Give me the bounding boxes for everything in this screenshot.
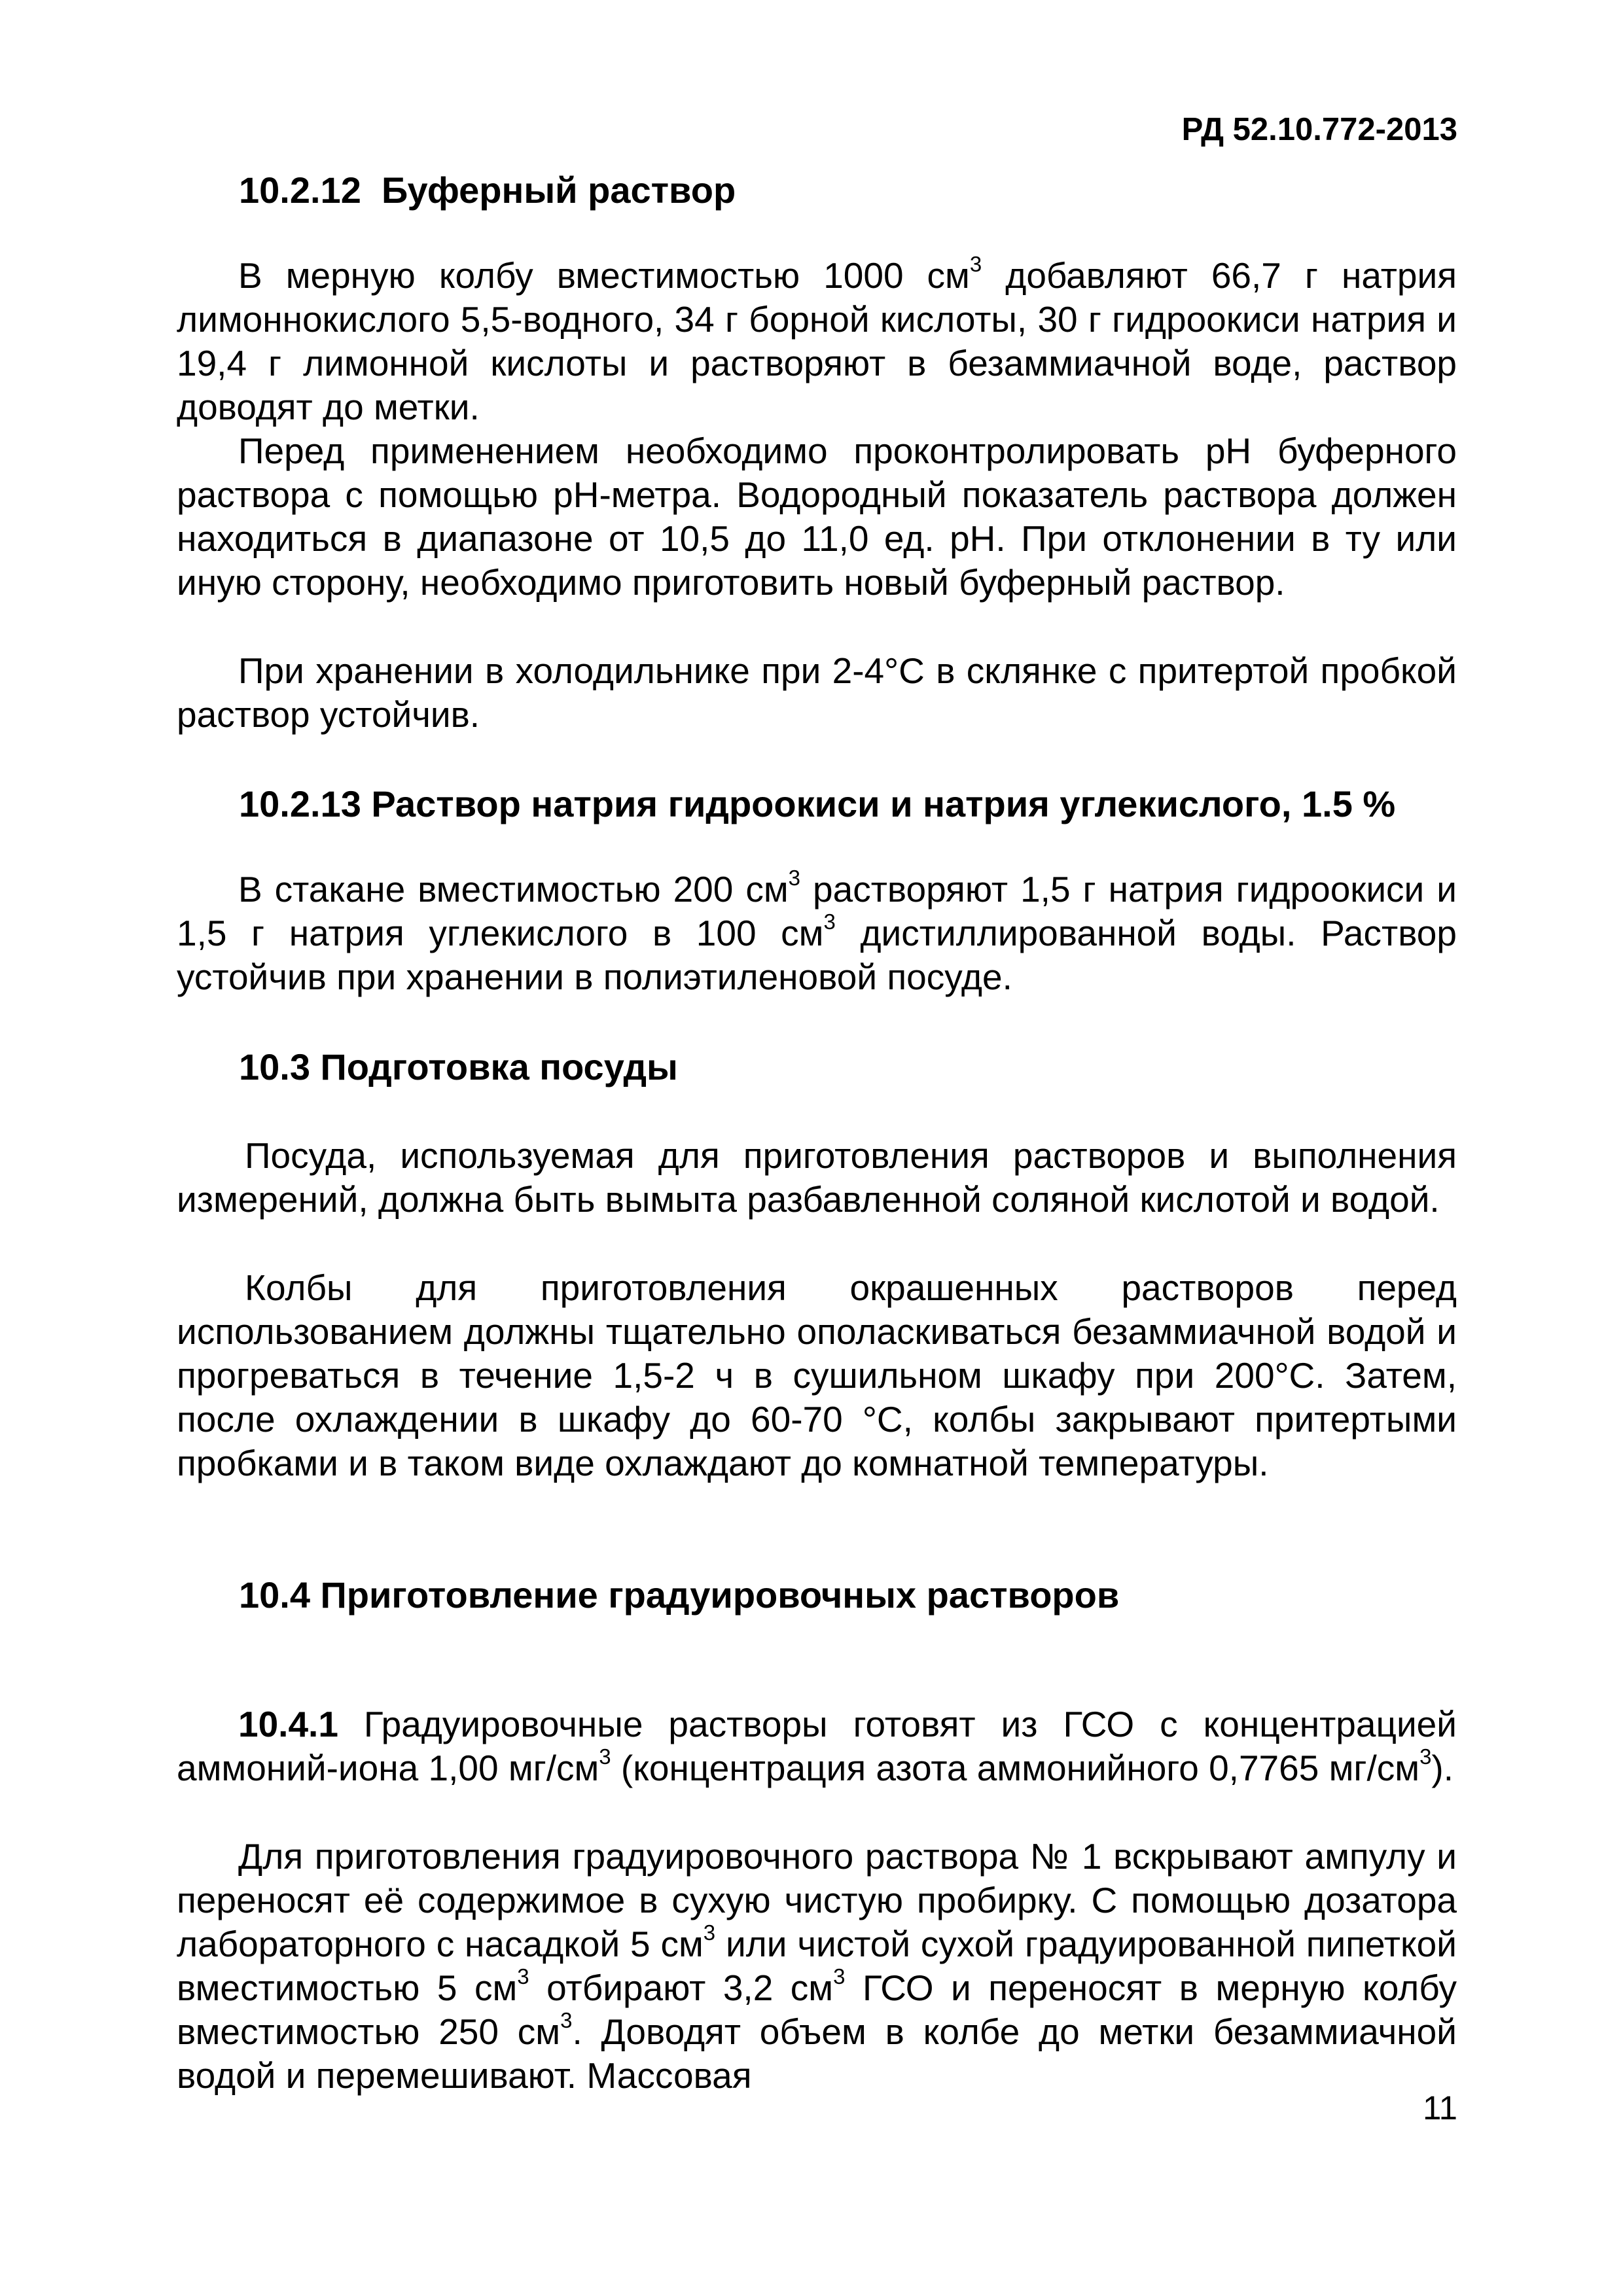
heading-number: 10.2.12 (239, 169, 361, 211)
text-run: дистиллированной воды. Раствор устойчив при хранении в полиэтиленовой посуде. (177, 913, 1457, 997)
text-run: Для приготовления градуировочного раствора № 1 вскрывают ампулу и переносят её содержимое в сухую чистую пробирку. С помощью дозатора лабораторного с насадкой 5 см (177, 1836, 1457, 1964)
text-run: . Доводят объем в колбе до метки безаммиачной водой и перемешивают. Массовая (177, 2011, 1457, 2096)
section-heading-10-2-12 (239, 169, 736, 212)
paragraph-ph-control: Перед применением необходимо проконтролировать pH буферного раствора с помощью pH-метра. Водородный показатель раствора должен находиться в диапазоне от 10,5 до 11,0 ед. pH. При отклонении в ту или иную сторону, необходимо приготовить новый буферный раствор. (177, 431, 1457, 603)
text-run: ГСО и переносят в мерную колбу вместимостью 250 см (177, 1968, 1457, 2052)
superscript: 3 (599, 1744, 611, 1769)
text-run: добавляют 66,7 г натрия лимоннокислого 5,5-водного, 34 г борной кислоты, 30 г гидроокиси натрия и 19,4 г лимонной кислоты и растворяют в безаммиачной воде, раствор доводят до метки. (177, 255, 1457, 427)
superscript: 3 (1419, 1744, 1432, 1769)
page-number: 11 (1423, 2089, 1457, 2127)
superscript: 3 (969, 251, 982, 276)
clause-number: 10.4.1 (238, 1704, 338, 1744)
text-run: В стакане вместимостью 200 см (238, 869, 789, 910)
paragraph-glassware: Посуда, используемая для приготовления растворов и выполнения измерений, должна быть вымыта разбавленной соляной кислотой и водой. (177, 1135, 1457, 1220)
superscript: 3 (823, 909, 836, 934)
superscript: 3 (833, 1964, 846, 1988)
paragraph-solution-1 (177, 1835, 1457, 2098)
paragraph-buffer-preparation (177, 251, 1457, 429)
section-heading-10-4: 10.4 Приготовление градуировочных растворов (239, 1574, 1120, 1616)
text-run: или чистой сухой градуированной пипеткой вместимостью 5 см (177, 1924, 1457, 2008)
superscript: 3 (560, 2007, 573, 2032)
text-run: ). (1431, 1748, 1454, 1788)
text-run: В мерную колбу вместимостью 1000 см (238, 255, 970, 296)
section-heading-10-3: 10.3 Подготовка посуды (239, 1046, 678, 1087)
heading-title: Буферный раствор (381, 169, 736, 211)
text-run: (концентрация азота аммонийного 0,7765 мг/см (611, 1748, 1420, 1788)
paragraph-flasks: Колбы для приготовления окрашенных растворов перед использованием должны тщательно ополаскиваться безаммиачной водой и прогреваться в течение 1,5-2 ч в сушильном шкафу при 200°C. Затем, после охлаждении в шкафу до 60-70 °C, колбы закрывают притертыми пробками и в таком виде охлаждают до комнатной температуры. (177, 1267, 1457, 1483)
superscript: 3 (517, 1964, 529, 1988)
paragraph-storage: При хранении в холодильнике при 2-4°C в склянке с притертой пробкой раствор устойчив. (177, 650, 1457, 735)
paragraph-calibration-solutions (177, 1703, 1457, 1790)
document-code: РД 52.10.772-2013 (1181, 112, 1457, 147)
superscript: 3 (788, 865, 801, 890)
text-run: Градуировочные растворы готовят из ГСО с концентрацией аммоний-иона 1,00 мг/см (177, 1704, 1457, 1788)
text-run: отбирают 3,2 см (529, 1968, 834, 2008)
superscript: 3 (703, 1920, 716, 1945)
section-heading-10-2-13: 10.2.13 Раствор натрия гидроокиси и натрия углекислого, 1.5 % (239, 783, 1396, 824)
paragraph-naoh-solution (177, 865, 1457, 999)
text-run: растворяют 1,5 г натрия гидроокиси и 1,5 г натрия углекислого в 100 см (177, 869, 1457, 953)
